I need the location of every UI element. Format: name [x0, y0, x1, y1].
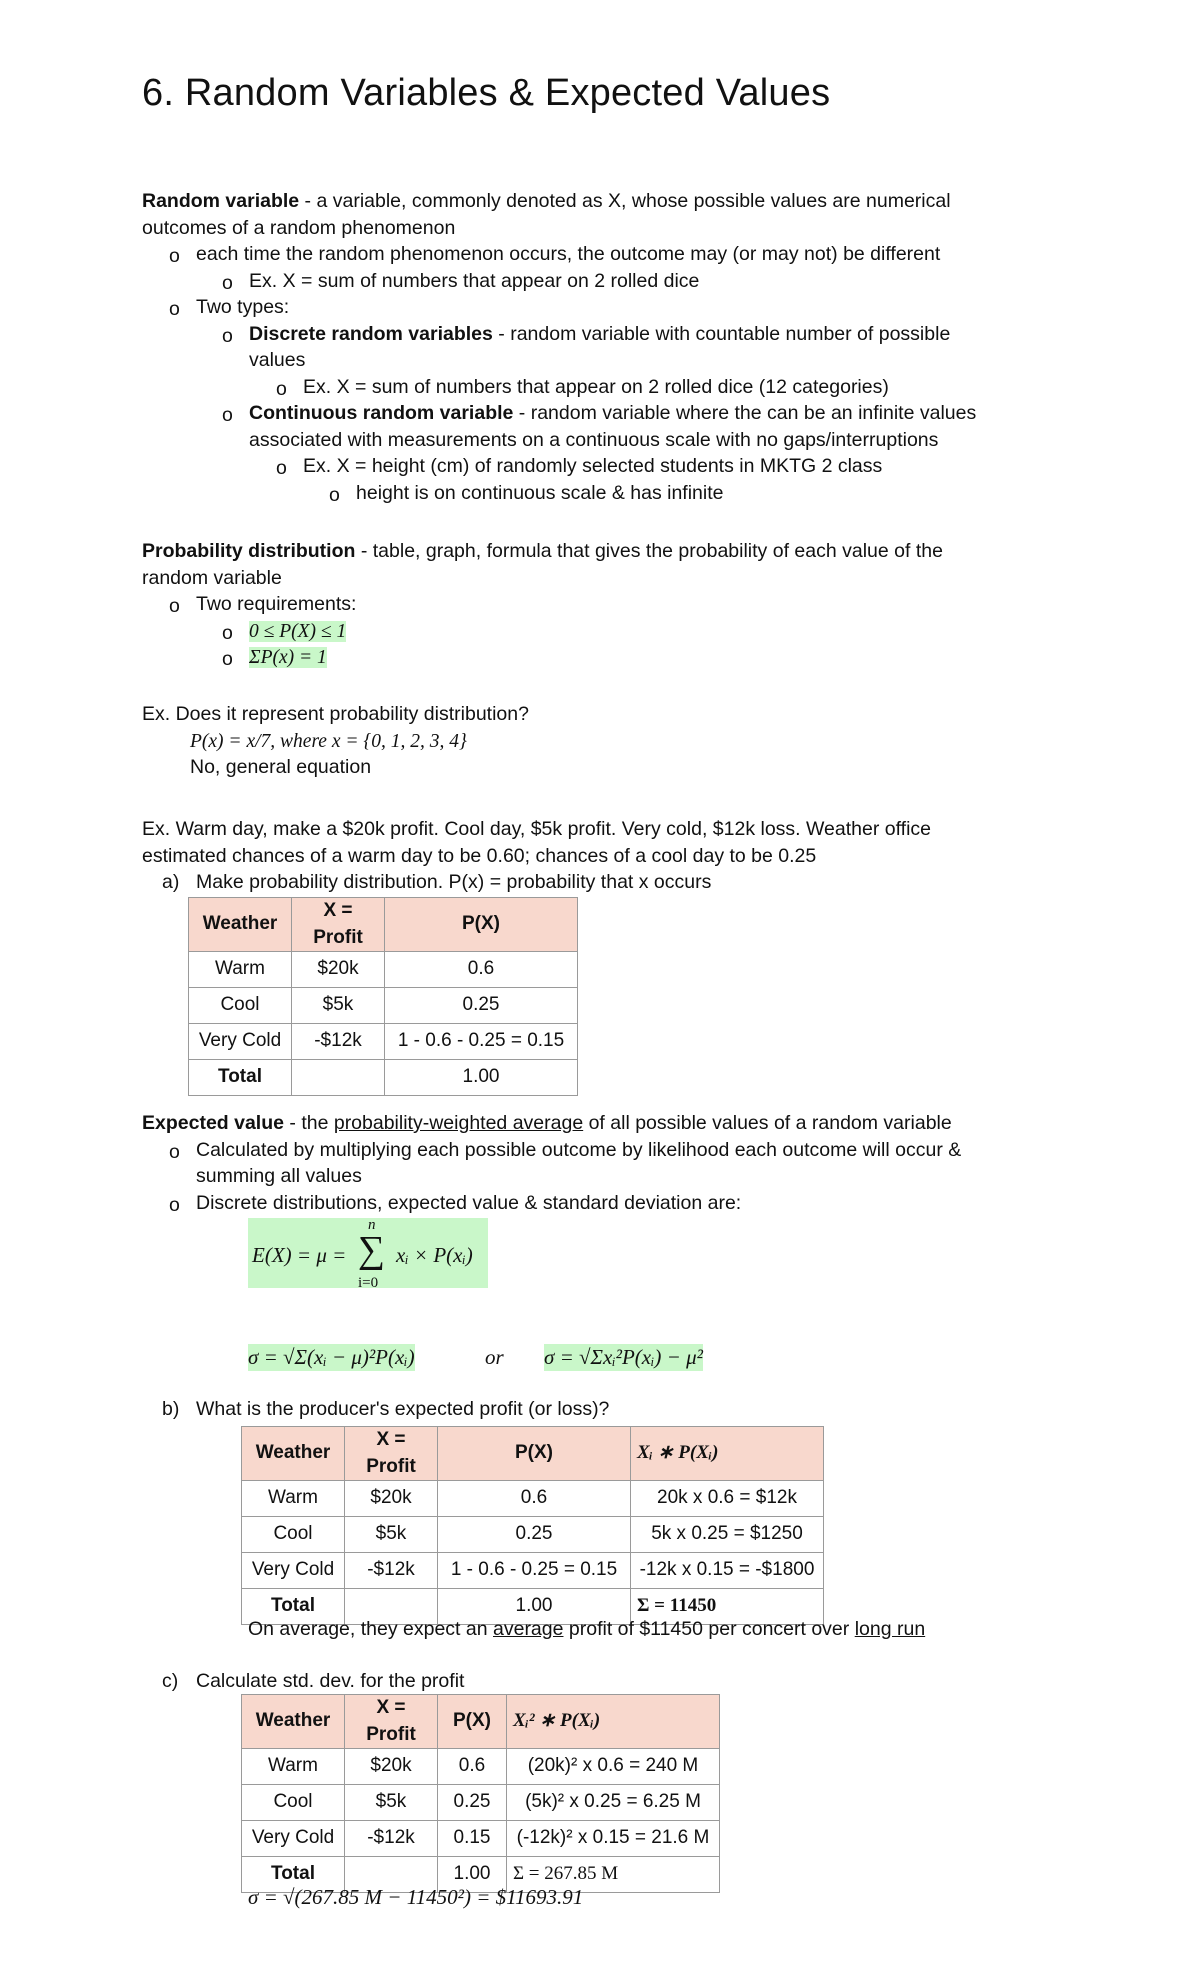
note-pre: On average, they expect an [248, 1618, 493, 1640]
part-b-question: What is the producer's expected profit (or loss)? [196, 1398, 610, 1420]
pd-bullet: o Two requirements: [196, 593, 356, 615]
continuous-example-note: o height is on continuous scale & has infinite [356, 482, 723, 504]
table-row [189, 1060, 578, 1096]
t2-cell: 1.00 [438, 1589, 631, 1625]
t2-header-px: P(X) [438, 1427, 631, 1481]
t1-cell: 1.00 [385, 1060, 578, 1096]
t2-header-profit: X = Profit [345, 1427, 438, 1481]
continuous-def1: - random variable where the can be an infinite values [513, 402, 977, 424]
example-2-line1: Ex. Warm day, make a $20k profit. Cool day, $5k profit. Very cold, $12k loss. Weather office [142, 818, 932, 840]
rv-bullet-1a: o Ex. X = sum of numbers that appear on 2 rolled dice [249, 270, 699, 292]
ev-formula-lower: i=0 [358, 1275, 379, 1291]
probability-table [188, 897, 578, 1096]
t3-cell: 0.25 [438, 1785, 507, 1821]
table-row [242, 1821, 720, 1857]
requirement-1: 0 ≤ P(X) ≤ 1 [249, 620, 347, 642]
pd-def2: random variable [142, 566, 282, 589]
example-1 [142, 701, 1022, 781]
t2-cell: Very Cold [242, 1553, 345, 1589]
std-dev-table [241, 1694, 720, 1893]
t1-cell [292, 1060, 385, 1096]
t3-cell: 1.00 [438, 1857, 507, 1893]
std-dev-formula-1: σ = √Σ(xᵢ − μ)²P(xᵢ) [248, 1345, 415, 1369]
t2-cell: Total [242, 1589, 345, 1625]
table-row [242, 1749, 720, 1785]
t3-header-weather: Weather [242, 1695, 345, 1749]
t1-cell: $5k [292, 988, 385, 1024]
t2-header-product: Xᵢ ∗ P(Xᵢ) [631, 1427, 824, 1481]
t2-cell: -$12k [345, 1553, 438, 1589]
part-a-label: a) [162, 871, 180, 893]
t3-cell: Cool [242, 1785, 345, 1821]
page-title: 6. Random Variables & Expected Values [142, 72, 831, 114]
rv-term: Random variable [142, 190, 300, 212]
ev-formula-upper: n [368, 1217, 376, 1233]
example-2-line2: estimated chances of a warm day to be 0.60; chances of a cool day to be 0.25 [142, 844, 817, 867]
t3-cell: (20k)² x 0.6 = 240 M [507, 1749, 720, 1785]
table-row [242, 1553, 824, 1589]
part-b-label: b) [162, 1398, 180, 1420]
ev-def-post: of all possible values of a random variable [583, 1112, 952, 1134]
t2-cell: $20k [345, 1481, 438, 1517]
t3-header-profit: X = Profit [345, 1695, 438, 1749]
table-row [242, 1785, 720, 1821]
part-c-question: Calculate std. dev. for the profit [196, 1670, 465, 1692]
t3-cell: $5k [345, 1785, 438, 1821]
t3-header-product: Xᵢ² ∗ P(Xᵢ) [507, 1695, 720, 1749]
table-row [189, 1024, 578, 1060]
rv-def2: outcomes of a random phenomenon [142, 216, 456, 239]
note-mid: profit of $11450 per concert over [563, 1618, 855, 1640]
discrete-def1: - random variable with countable number of possible [492, 322, 951, 345]
discrete-def2: values [249, 349, 306, 371]
t1-cell: -$12k [292, 1024, 385, 1060]
t3-cell: 0.6 [438, 1749, 507, 1785]
t3-cell: 0.15 [438, 1821, 507, 1857]
ev-def-underlined: probability-weighted average [333, 1112, 584, 1134]
t3-cell: (5k)² x 0.25 = 6.25 M [507, 1785, 720, 1821]
part-b-note [248, 1616, 1128, 1643]
example-2 [142, 816, 1022, 896]
t1-cell: Cool [189, 988, 292, 1024]
ev-formula-lhs: E(X) = μ = [252, 1243, 347, 1267]
formula-or: or [485, 1345, 504, 1369]
rv-bullet-1: o each time the random phenomenon occurs, the outcome may (or may not) be different [196, 243, 940, 265]
part-b [142, 1396, 1022, 1423]
table-row [242, 1481, 824, 1517]
t2-cell: 0.25 [438, 1517, 631, 1553]
table-row [242, 1517, 824, 1553]
part-c [142, 1668, 1022, 1695]
t2-cell: $5k [345, 1517, 438, 1553]
ev-term: Expected value [142, 1112, 284, 1134]
expected-profit-table [241, 1426, 824, 1625]
std-dev-formula-2: σ = √Σxᵢ²P(xᵢ) − μ² [544, 1345, 703, 1369]
ev-bullet-2: o Discrete distributions, expected value & standard deviation are: [196, 1192, 741, 1214]
t1-cell: Warm [189, 952, 292, 988]
part-a-text: Make probability distribution. P(x) = probability that x occurs [196, 871, 712, 893]
ev-bullet-1b: summing all values [196, 1165, 362, 1187]
t2-cell: -12k x 0.15 = -$1800 [631, 1553, 824, 1589]
expected-value-formula [248, 1217, 488, 1291]
note-underlined-1: average [493, 1618, 564, 1640]
ev-def-pre: - the [283, 1112, 334, 1134]
part-c-label: c) [162, 1670, 179, 1692]
t2-cell: Σ = 11450 [631, 1589, 824, 1625]
discrete-example: o Ex. X = sum of numbers that appear on 2 rolled dice (12 categories) [303, 376, 889, 398]
t2-cell: 5k x 0.25 = $1250 [631, 1517, 824, 1553]
t1-cell: 1 - 0.6 - 0.25 = 0.15 [385, 1024, 578, 1060]
table-row [189, 952, 578, 988]
note-underlined-2: long run [854, 1618, 926, 1640]
example-1-formula: P(x) = x/7, where x = {0, 1, 2, 3, 4} [190, 730, 467, 752]
pd-def1: - table, graph, formula that gives the probability of each value of the [355, 540, 943, 562]
t1-header-profit: X = Profit [292, 898, 385, 952]
t3-cell: Warm [242, 1749, 345, 1785]
std-dev-result: σ = √(267.85 M − 11450²) = $11693.91 [248, 1885, 584, 1909]
t2-cell: Cool [242, 1517, 345, 1553]
ev-formula-rhs: xᵢ × P(xᵢ) [396, 1243, 473, 1267]
t3-cell: Total [242, 1857, 345, 1893]
t1-header-px: P(X) [385, 898, 578, 952]
table-row [189, 988, 578, 1024]
t1-cell: 0.6 [385, 952, 578, 988]
t1-header-weather: Weather [189, 898, 292, 952]
ev-bullet-1a: o Calculated by multiplying each possible outcome by likelihood each outcome will occur & [196, 1139, 961, 1161]
t2-cell: 1 - 0.6 - 0.25 = 0.15 [438, 1553, 631, 1589]
probability-distribution-section [142, 538, 1022, 671]
rv-def1: - a variable, commonly denoted as X, whose possible values are numerical [299, 190, 951, 212]
continuous-term: Continuous random variable [249, 402, 514, 424]
t2-cell: Warm [242, 1481, 345, 1517]
t3-header-px: P(X) [438, 1695, 507, 1749]
expected-value-section [142, 1110, 1022, 1216]
continuous-def2: associated with measurements on a continuous scale with no gaps/interruptions [249, 428, 939, 451]
rv-bullet-2: o Two types: [196, 296, 289, 318]
t3-cell: $20k [345, 1749, 438, 1785]
t3-cell: Very Cold [242, 1821, 345, 1857]
pd-term: Probability distribution [142, 540, 356, 562]
t2-cell: 20k x 0.6 = $12k [631, 1481, 824, 1517]
t2-header-weather: Weather [242, 1427, 345, 1481]
continuous-example: o Ex. X = height (cm) of randomly selected students in MKTG 2 class [303, 455, 882, 477]
requirement-2: ΣP(x) = 1 [249, 647, 327, 668]
t2-cell: 0.6 [438, 1481, 631, 1517]
discrete-term: Discrete random variables [249, 322, 493, 345]
summation-icon: ∑ [358, 1229, 386, 1271]
t3-cell: -$12k [345, 1821, 438, 1857]
example-1-question: Ex. Does it represent probability distribution? [142, 703, 529, 725]
random-variable-section [142, 188, 1022, 506]
t1-cell: Very Cold [189, 1024, 292, 1060]
t1-cell: $20k [292, 952, 385, 988]
t3-cell: (-12k)² x 0.15 = 21.6 M [507, 1821, 720, 1857]
t3-cell: Σ = 267.85 M [507, 1857, 720, 1893]
t1-cell: Total [189, 1060, 292, 1096]
t1-cell: 0.25 [385, 988, 578, 1024]
example-1-answer: No, general equation [190, 756, 372, 778]
